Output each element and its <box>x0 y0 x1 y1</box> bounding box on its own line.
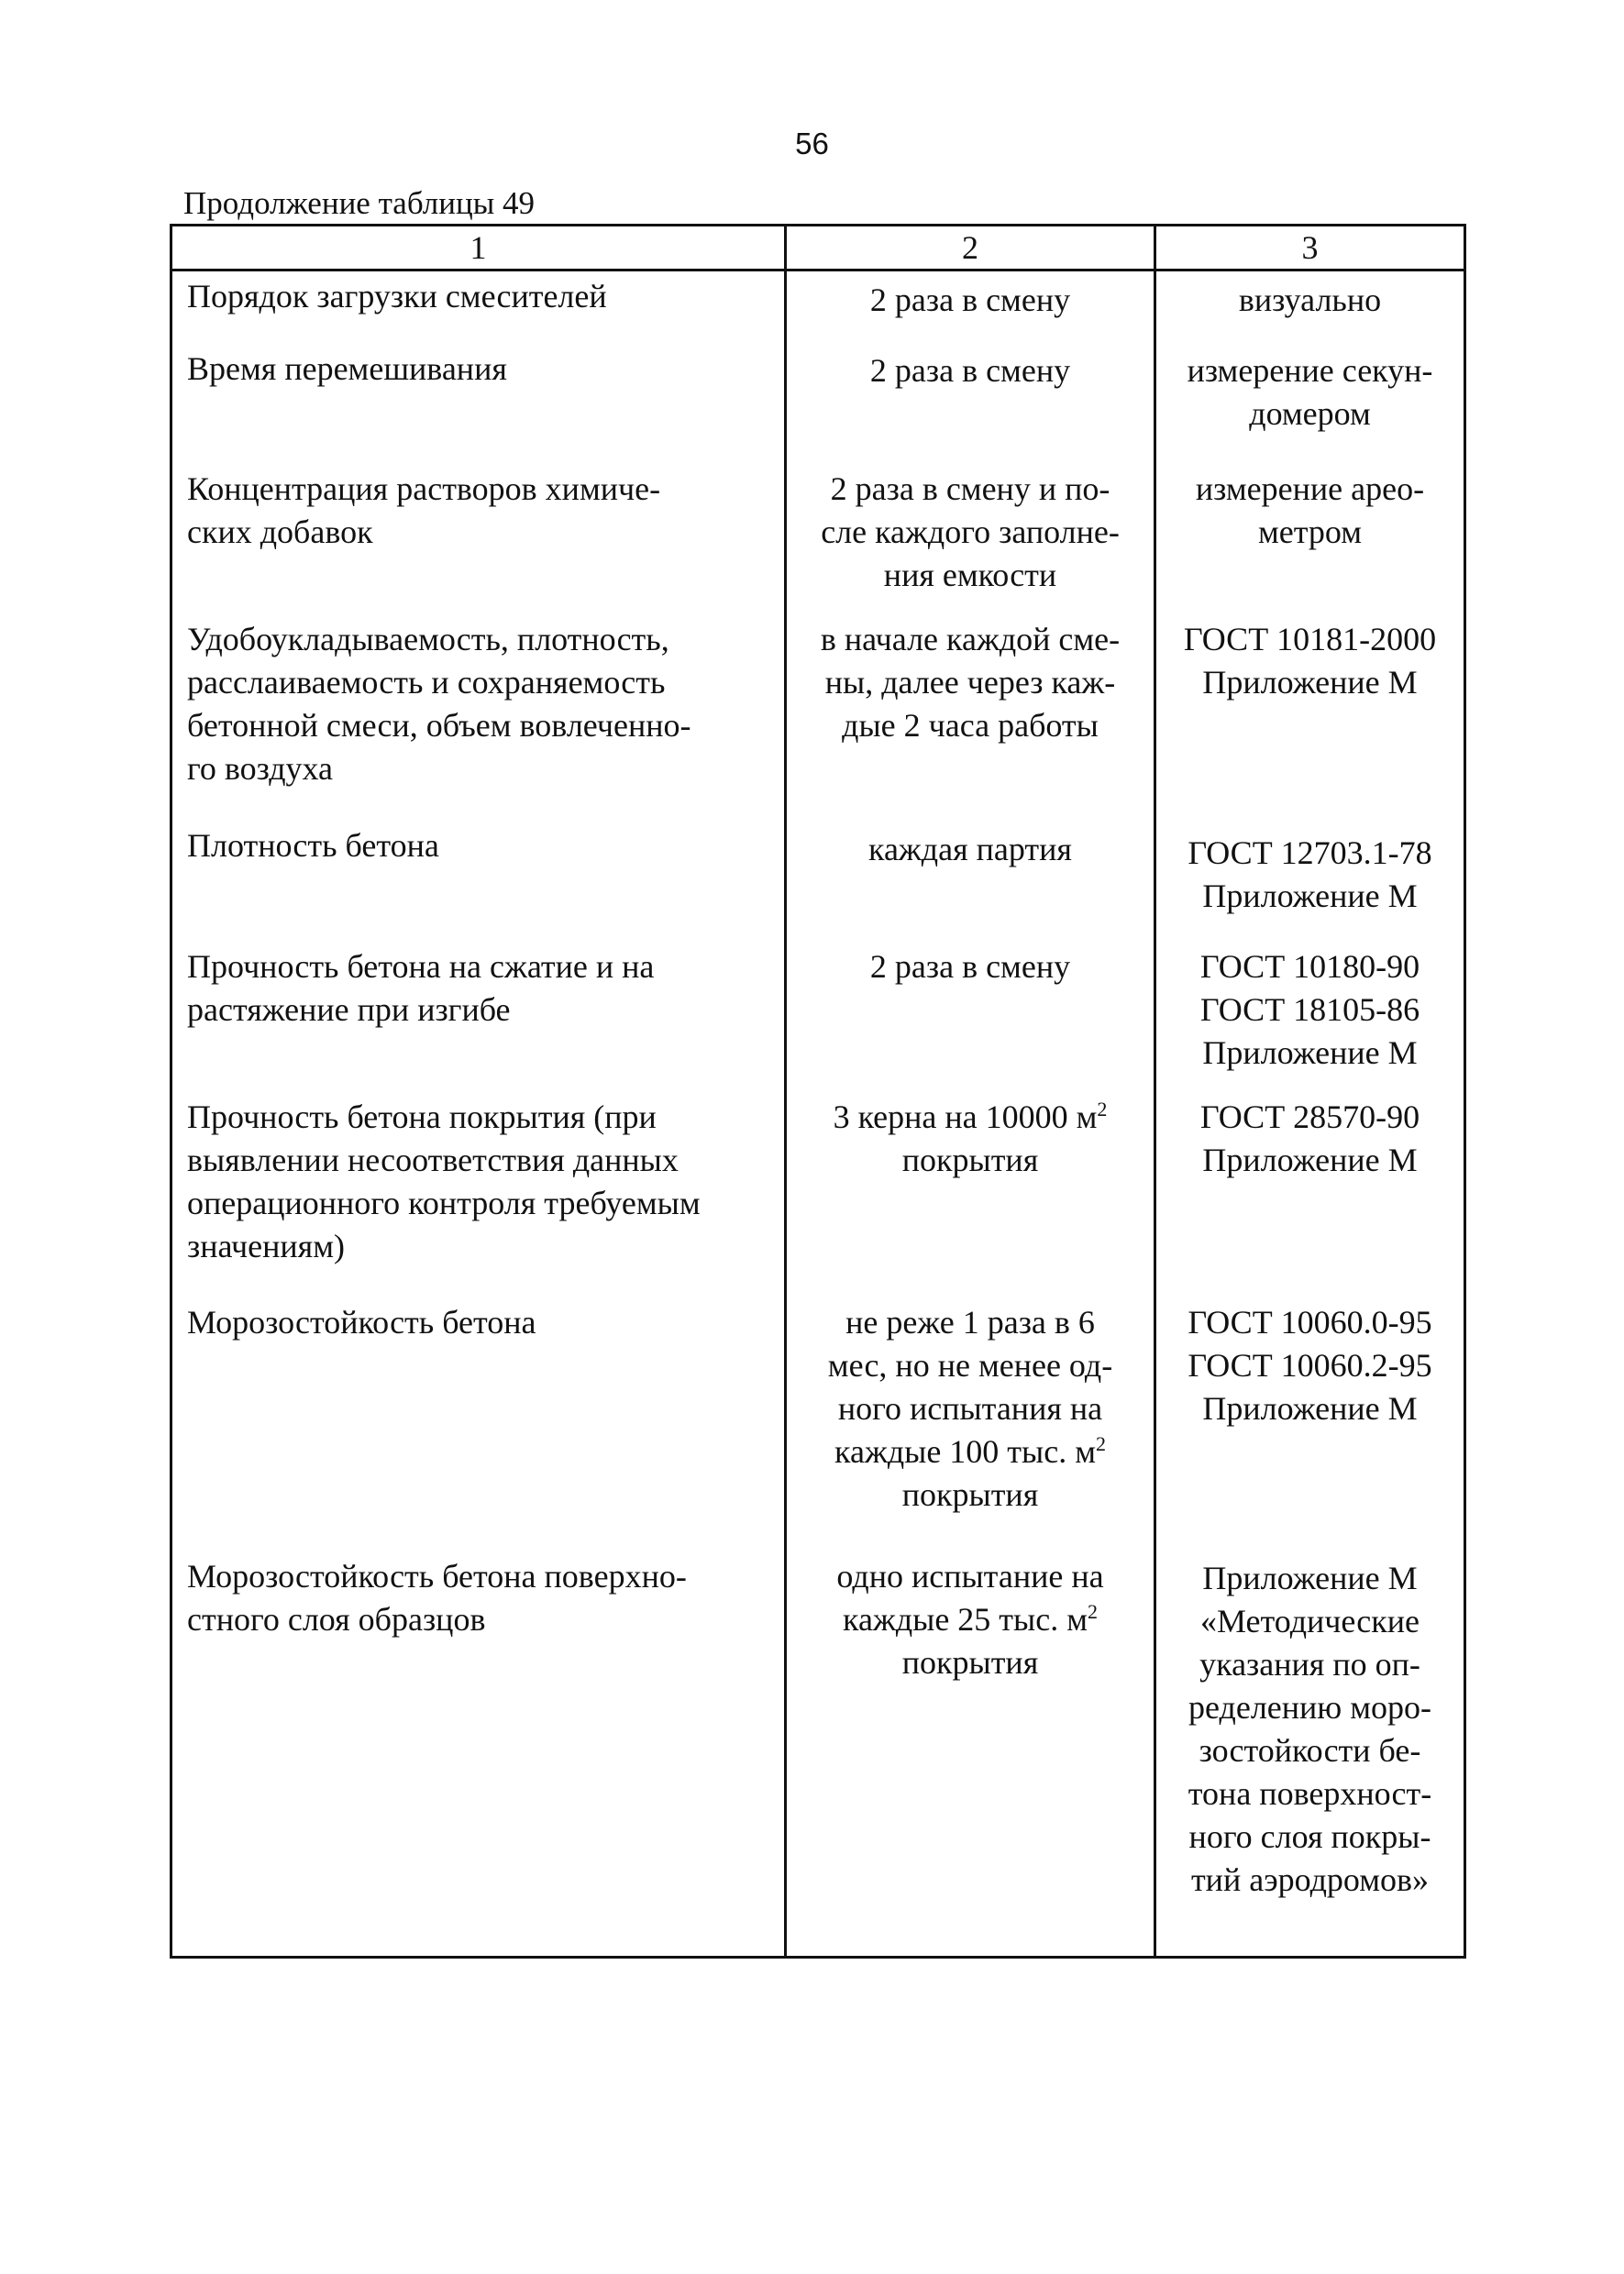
text-line: го воздуха <box>187 749 334 787</box>
parameter-cell <box>171 927 786 1083</box>
superscript: 2 <box>1087 1599 1098 1623</box>
text-line: Морозостойкость бетона поверхно- <box>187 1557 687 1595</box>
parameter-cell <box>171 342 786 456</box>
text-line: измерение арео- <box>1195 469 1425 507</box>
control-table <box>170 224 1466 1959</box>
text-line: в начале каждой сме- <box>820 620 1121 657</box>
text-line: выявлении несоответствия данных <box>187 1141 679 1178</box>
text-line: ного испытания на <box>837 1389 1103 1427</box>
method-cell <box>1155 1083 1465 1286</box>
text-line: 2 раза в смену <box>869 351 1071 389</box>
text-line: расслаиваемость и сохраняемость <box>187 663 666 701</box>
text-line: стного слоя образцов <box>187 1600 486 1638</box>
text-line: измерение секун- <box>1187 351 1433 389</box>
text-line: Приложение М <box>1202 1559 1418 1596</box>
text-line: Плотность бетона <box>187 826 439 864</box>
table-row <box>171 1083 1465 1286</box>
text-line: сле каждого заполне- <box>821 513 1120 550</box>
method-cell <box>1155 812 1465 927</box>
text-line: ГОСТ 10060.0-95 <box>1188 1303 1432 1341</box>
text-line: покрытия <box>901 1475 1039 1513</box>
table-row <box>171 456 1465 609</box>
text-line: зостойкости бе- <box>1199 1731 1421 1769</box>
frequency-cell <box>786 812 1155 927</box>
text-line: Приложение М <box>1202 1141 1418 1178</box>
table-row <box>171 927 1465 1083</box>
parameter-cell <box>171 609 786 812</box>
text-line: дые 2 часа работы <box>842 706 1099 744</box>
column-header: 2 <box>786 226 1155 270</box>
text-line: домером <box>1249 394 1371 432</box>
text-line: операционного контроля требуемым <box>187 1184 701 1221</box>
table-caption: Продолжение таблицы 49 <box>183 185 535 221</box>
superscript: 2 <box>1095 1431 1106 1455</box>
text-line: Приложение М <box>1202 663 1418 701</box>
text-line: Удобоукладываемость, плотность, <box>187 620 669 657</box>
text-line: 2 раза в смену <box>869 947 1071 985</box>
text-line: мес, но не менее од- <box>827 1346 1113 1384</box>
text-line: ределению моро- <box>1188 1688 1431 1726</box>
text-line: Приложение М <box>1202 877 1418 914</box>
text-line: тона поверхност- <box>1188 1774 1432 1812</box>
text-line: ских добавок <box>187 513 373 550</box>
text-line: не реже 1 раза в 6 <box>845 1303 1095 1341</box>
text-line: бетонной смеси, объем вовлеченно- <box>187 706 691 744</box>
frequency-cell <box>786 1535 1155 1958</box>
text-line: ГОСТ 18105-86 <box>1199 990 1420 1028</box>
text-line: 2 раза в смену <box>869 281 1071 318</box>
parameter-cell <box>171 270 786 342</box>
column-number-row <box>171 226 1465 270</box>
text-line: ГОСТ 10181-2000 <box>1183 620 1437 657</box>
table-row <box>171 609 1465 812</box>
text-line: 3 керна на 10000 м <box>833 1098 1098 1135</box>
method-cell <box>1155 1286 1465 1535</box>
text-line: «Методические <box>1199 1602 1420 1639</box>
page-number: 56 <box>795 127 829 160</box>
table-row <box>171 1535 1465 1958</box>
text-line: покрытия <box>901 1141 1039 1178</box>
column-header: 1 <box>171 226 786 270</box>
frequency-cell <box>786 1286 1155 1535</box>
parameter-cell <box>171 456 786 609</box>
text-line: значениям) <box>187 1227 345 1264</box>
parameter-cell <box>171 1286 786 1535</box>
frequency-cell <box>786 270 1155 342</box>
parameter-cell <box>171 1083 786 1286</box>
parameter-cell <box>171 1535 786 1958</box>
text-line: Прочность бетона покрытия (при <box>187 1098 657 1135</box>
text-line: Порядок загрузки смесителей <box>187 278 607 315</box>
frequency-cell <box>786 927 1155 1083</box>
text-line: Морозостойкость бетона <box>187 1303 536 1341</box>
text-line: ГОСТ 10060.2-95 <box>1188 1346 1432 1384</box>
parameter-cell <box>171 812 786 927</box>
superscript: 2 <box>1097 1097 1108 1120</box>
text-line: метром <box>1257 513 1363 550</box>
method-cell <box>1155 1535 1465 1958</box>
text-line: ного слоя покры- <box>1188 1817 1431 1855</box>
method-cell <box>1155 456 1465 609</box>
frequency-cell <box>786 456 1155 609</box>
method-cell <box>1155 270 1465 342</box>
text-line: 2 раза в смену и по- <box>830 469 1110 507</box>
text-line: Время перемешивания <box>187 349 507 387</box>
text-line: ГОСТ 12703.1-78 <box>1188 833 1432 871</box>
frequency-cell <box>786 342 1155 456</box>
method-cell <box>1155 342 1465 456</box>
method-cell <box>1155 609 1465 812</box>
text-line: визуально <box>1238 281 1382 318</box>
method-cell <box>1155 927 1465 1083</box>
text-line: ГОСТ 10180-90 <box>1199 947 1420 985</box>
text-line: Приложение М <box>1202 1033 1418 1071</box>
text-line: одно испытание на <box>836 1557 1104 1595</box>
text-line: указания по оп- <box>1199 1645 1420 1683</box>
text-line: тий аэродромов» <box>1190 1860 1430 1898</box>
text-line: Концентрация растворов химиче- <box>187 469 661 507</box>
text-line: ния емкости <box>883 556 1057 593</box>
text-line: ГОСТ 28570-90 <box>1199 1098 1420 1135</box>
text-line: Прочность бетона на сжатие и на <box>187 947 655 985</box>
text-line: растяжение при изгибе <box>187 990 511 1028</box>
table-row <box>171 270 1465 342</box>
text-line: Приложение М <box>1202 1389 1418 1427</box>
text-line: каждые 25 тыс. м <box>843 1600 1088 1638</box>
frequency-cell <box>786 609 1155 812</box>
column-header: 3 <box>1155 226 1465 270</box>
table-row <box>171 342 1465 456</box>
text-line: покрытия <box>901 1643 1039 1681</box>
frequency-cell <box>786 1083 1155 1286</box>
text-line: ны, далее через каж- <box>824 663 1116 701</box>
text-line: каждые 100 тыс. м <box>834 1432 1096 1470</box>
text-line: каждая партия <box>868 830 1072 867</box>
table-row <box>171 1286 1465 1535</box>
table-row <box>171 812 1465 927</box>
